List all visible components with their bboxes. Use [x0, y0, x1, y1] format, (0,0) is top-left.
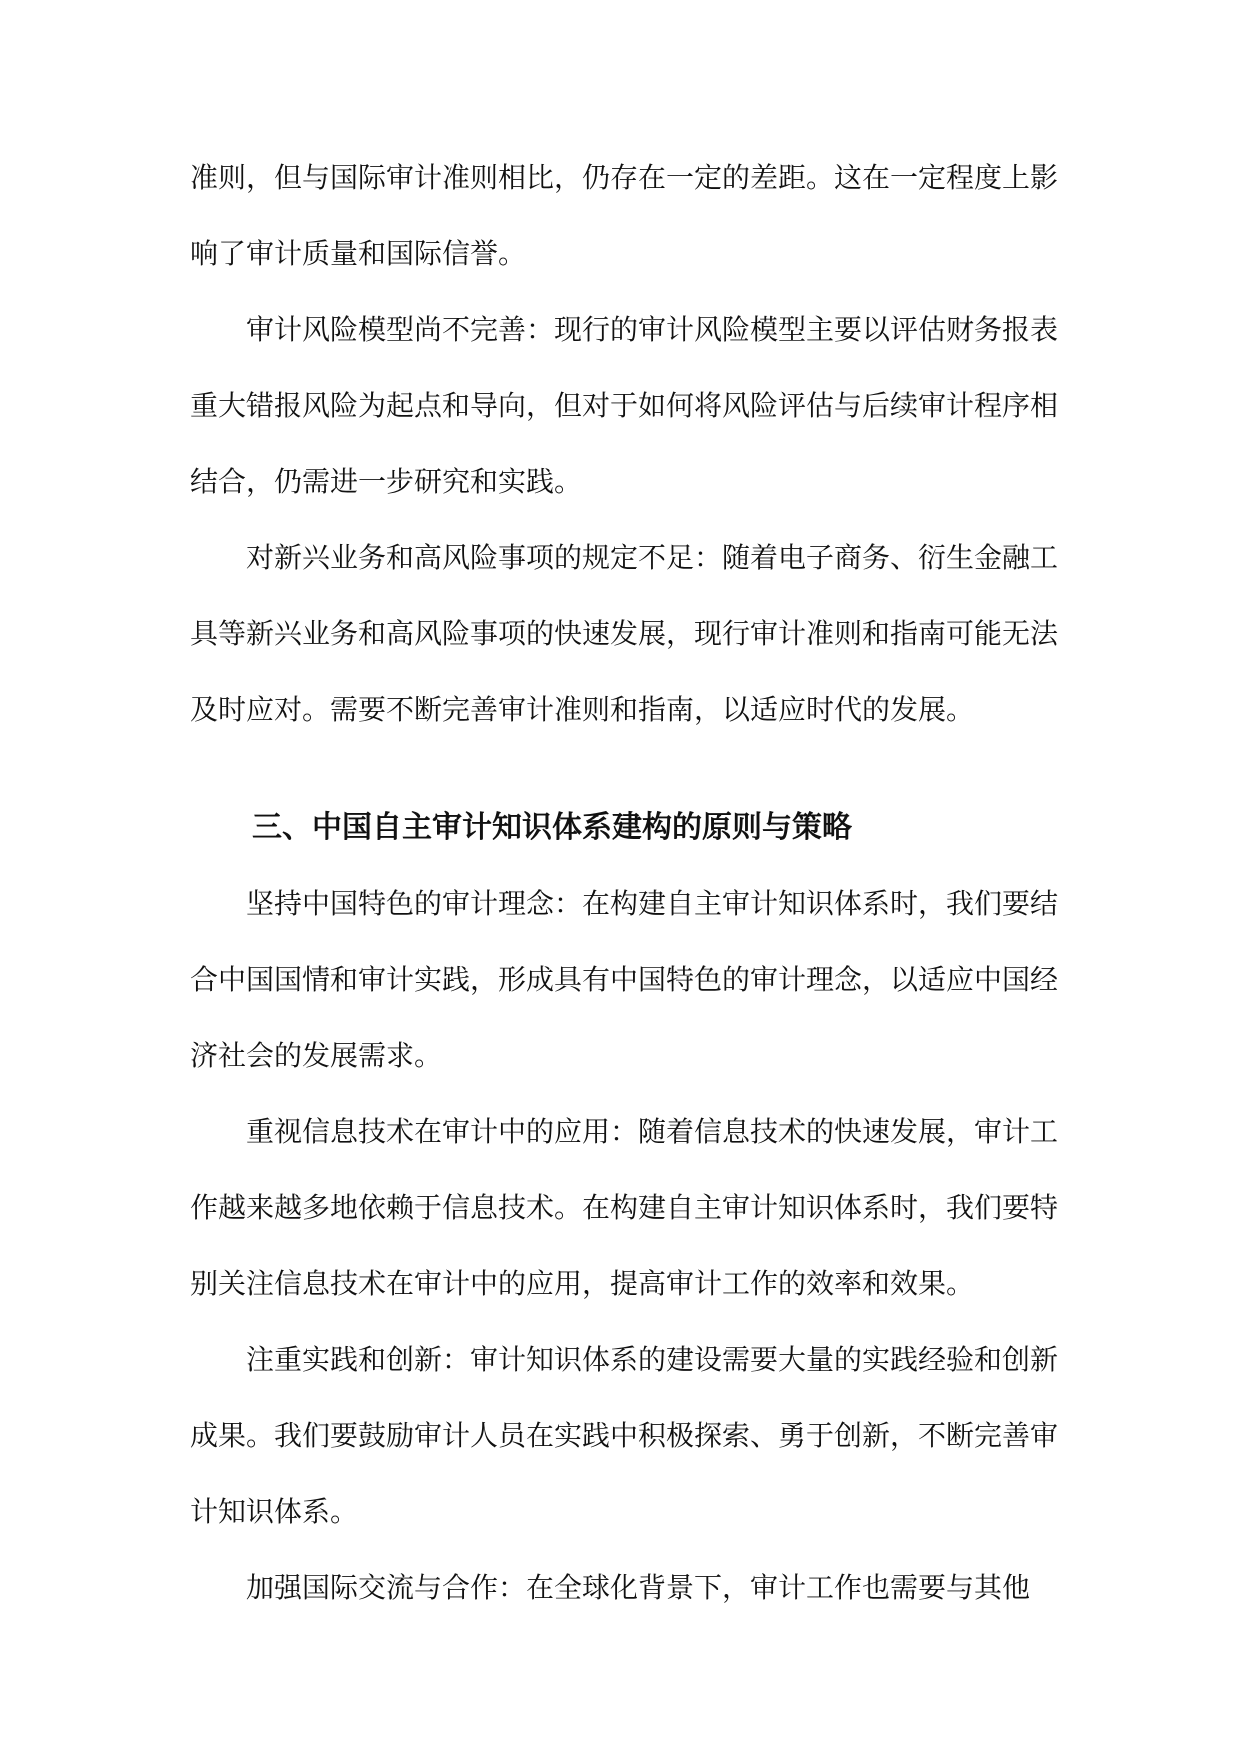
- section-spacer: [190, 748, 1058, 768]
- section-heading: 三、中国自主审计知识体系建构的原则与策略: [252, 810, 852, 845]
- paragraph-emerging-business: 对新兴业务和高风险事项的规定不足：随着电子商务、衍生金融工具等新兴业务和高风险事项的快速发展，现行审计准则和指南可能无法及时应对。需要不断完善审计准则和指南，以适应时代的发展。: [190, 541, 1059, 726]
- paragraph-practice-innovation: 注重实践和创新：审计知识体系的建设需要大量的实践经验和创新成果。我们要鼓励审计人员在实践中积极探索、勇于创新，不断完善审计知识体系。: [190, 1343, 1059, 1528]
- paragraph-chinese-audit-concept: 坚持中国特色的审计理念：在构建自主审计知识体系时，我们要结合中国国情和审计实践，形成具有中国特色的审计理念，以适应中国经济社会的发展需求。: [190, 887, 1059, 1072]
- paragraph-continuation: 准则，但与国际审计准则相比，仍存在一定的差距。这在一定程度上影响了审计质量和国际信誉。: [190, 161, 1059, 270]
- paragraph-audit-risk-model: 审计风险模型尚不完善：现行的审计风险模型主要以评估财务报表重大错报风险为起点和导向，但对于如何将风险评估与后续审计程序相结合，仍需进一步研究和实践。: [190, 313, 1059, 498]
- paragraph-information-technology: 重视信息技术在审计中的应用：随着信息技术的快速发展，审计工作越来越多地依赖于信息技术。在构建自主审计知识体系时，我们要特别关注信息技术在审计中的应用，提高审计工作的效率和效果。: [190, 1115, 1059, 1300]
- document-body: [190, 140, 1058, 1626]
- paragraph-international-cooperation: 加强国际交流与合作：在全球化背景下，审计工作也需要与其他: [246, 1571, 1031, 1604]
